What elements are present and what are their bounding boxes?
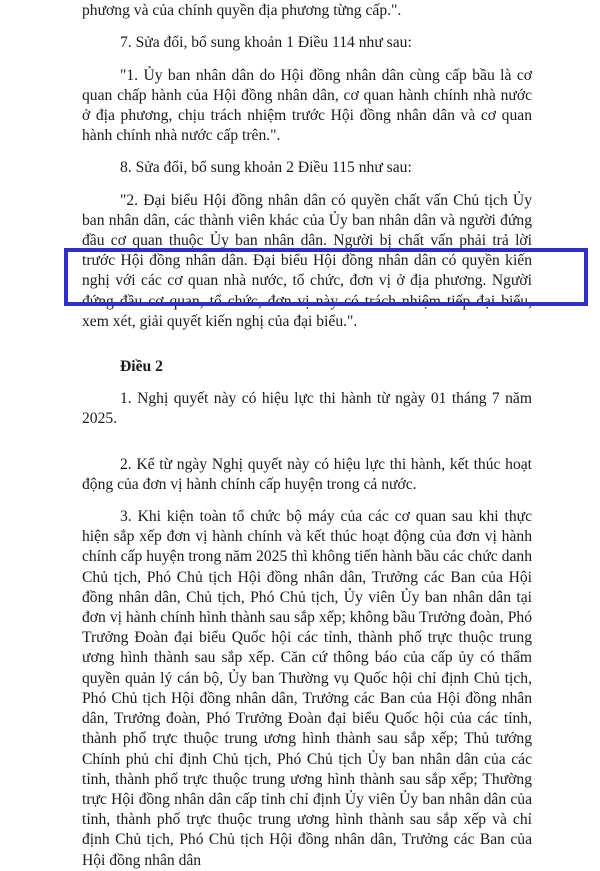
article-2-clause-1: 1. Nghị quyết này có hiệu lực thi hành từ ngày 01 tháng 7 năm 2025. bbox=[82, 390, 532, 428]
amendment-7-body: "1. Ủy ban nhân dân do Hội đồng nhân dân cùng cấp bầu là cơ quan chấp hành của Hội đồng nhân dân, cơ quan hành chính nhà nước ở địa phương, chịu trách nhiệm trước Hội đồng nhân dân và cơ quan hành chính nhà nước cấp trên.". bbox=[82, 66, 532, 145]
previous-paragraph-tail-line-2: phương và của chính quyền địa phương từng cấp.". bbox=[82, 2, 402, 20]
article-2-clause-2: 2. Kể từ ngày Nghị quyết này có hiệu lực thi hành, kết thúc hoạt động của đơn vị hành chính cấp huyện trong cả nước. bbox=[82, 455, 532, 493]
amendment-7-title: 7. Sửa đổi, bổ sung khoản 1 Điều 114 như sau: bbox=[120, 34, 412, 52]
amendment-8-body: "2. Đại biểu Hội đồng nhân dân có quyền chất vấn Chủ tịch Ủy ban nhân dân, các thành viên khác của Ủy ban nhân dân và người đứng đầu cơ quan thuộc Ủy ban nhân dân. Người bị chất vấn phải trả lời trước Hội đồng nhân dân. Đại biểu Hội đồng nhân dân có quyền kiến nghị với các cơ quan nhà nước, tổ chức, đơn vị ở địa phương. Người đứng đầu cơ quan, tổ chức, đơn vị này có trách nhiệm tiếp đại biểu, xem xét, giải quyết kiến nghị của đại biểu.". bbox=[82, 191, 532, 330]
article-2-heading: Điều 2 bbox=[120, 358, 163, 376]
amendment-8-title: 8. Sửa đổi, bổ sung khoản 2 Điều 115 như sau: bbox=[120, 159, 412, 177]
article-2-clause-3: 3. Khi kiện toàn tổ chức bộ máy của các cơ quan sau khi thực hiện sắp xếp đơn vị hành chính và kết thúc hoạt động của đơn vị hành chính cấp huyện trong năm 2025 thì không tiến hành bầu các chức danh Chủ tịch, Phó Chủ tịch Hội đồng nhân dân, Trưởng các Ban của Hội đồng nhân dân, Chủ tịch, Phó Chủ tịch, Ủy viên Ủy ban nhân dân tại đơn vị hành chính hình thành sau sắp xếp; không bầu Trưởng đoàn, Phó Trưởng Đoàn đại biểu Quốc hội các tỉnh, thành phố trực thuộc trung ương hình thành sau sắp xếp. Căn cứ thông báo của cấp ủy có thẩm quyền quản lý cán bộ, Ủy ban Thường vụ Quốc hội chỉ định Chủ tịch, Phó Chủ tịch Hội đồng nhân dân, Trưởng các Ban của Hội đồng nhân dân, Trưởng đoàn, Phó Trưởng Đoàn đại biểu Quốc hội của các tỉnh, thành phố trực thuộc trung ương hình thành sau sắp xếp; Thủ tướng Chính phủ chỉ định Chủ tịch, Phó Chủ tịch Ủy ban nhân dân của các tỉnh, thành phố trực thuộc trung ương hình thành sau sắp xếp; Thường trực Hội đồng nhân dân cấp tỉnh chỉ định Ủy viên Ủy ban nhân dân của tỉnh, thành phố trực thuộc trung ương hình thành sau sắp xếp và chỉ định Chủ tịch, Phó Chủ tịch Hội đồng nhân dân, Trưởng các Ban của Hội đồng nhân dân bbox=[82, 508, 532, 869]
